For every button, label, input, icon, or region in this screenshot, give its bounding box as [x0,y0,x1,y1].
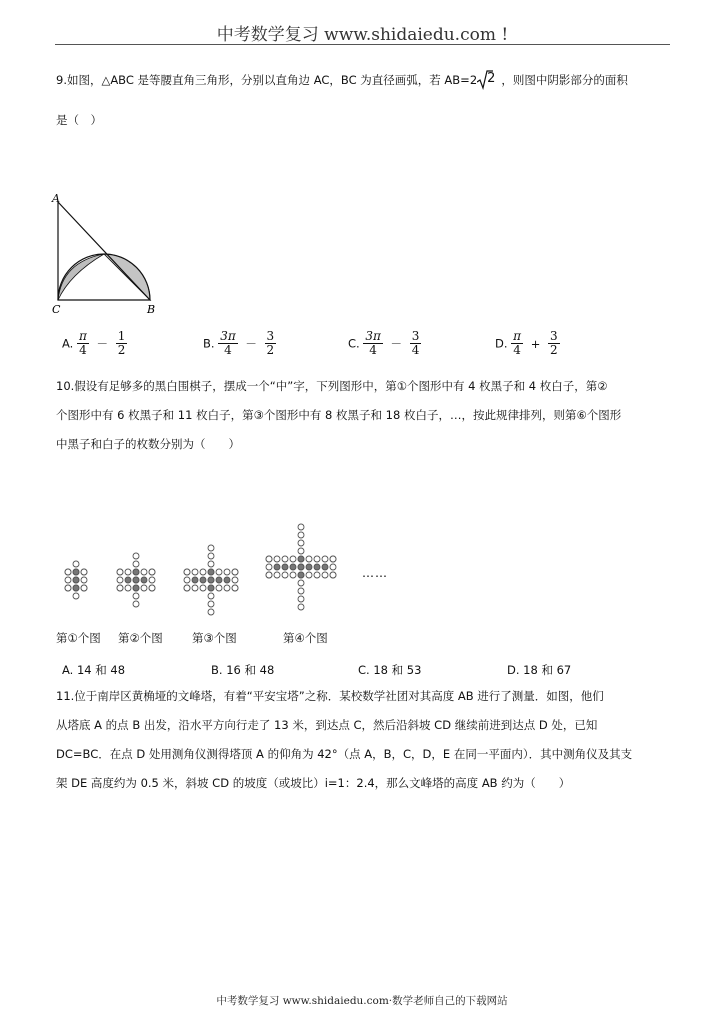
white-stone [298,596,304,602]
white-stone [184,569,190,575]
white-stone [184,585,190,591]
q10-ellipsis: …… [362,566,388,580]
q9-radicand: 2 [487,70,496,86]
black-stone [200,577,206,583]
white-stone [208,601,214,607]
white-stone [266,572,272,578]
white-stone [208,553,214,559]
white-stone [133,593,139,599]
black-stone [192,577,198,583]
white-stone [306,556,312,562]
white-stone [149,569,155,575]
q9-line1 [56,70,628,91]
white-stone [133,553,139,559]
white-stone [232,585,238,591]
white-stone [306,572,312,578]
black-stone [274,564,280,570]
white-stone [282,556,288,562]
white-stone [208,545,214,551]
white-stone [330,556,336,562]
white-stone [200,585,206,591]
white-stone [266,556,272,562]
black-stone [306,564,312,570]
black-stone [298,572,304,578]
white-stone [298,588,304,594]
white-stone [81,577,87,583]
q10-option-b[interactable]: B. 16 和 48 [211,663,275,677]
white-stone [81,569,87,575]
header-divider [55,44,670,45]
black-stone [290,564,296,570]
white-stone [216,569,222,575]
white-stone [208,609,214,615]
black-stone [125,577,131,583]
white-stone [65,569,71,575]
white-stone [290,572,296,578]
q9-option-c[interactable]: C. $\frac{3\pi}{4}$ － $\frac{3}{4}$ [348,329,420,357]
q10-option-d[interactable]: D. 18 和 67 [507,663,572,677]
white-stone [330,564,336,570]
white-stone [192,569,198,575]
black-stone [298,556,304,562]
white-stone [290,556,296,562]
white-stone [117,569,123,575]
white-stone [314,572,320,578]
white-stone [200,569,206,575]
q10-caption-1: 第①个图 [56,631,101,645]
white-stone [282,572,288,578]
q10-caption-2: 第②个图 [118,631,163,645]
black-stone [216,577,222,583]
q10-option-a[interactable]: A. 14 和 48 [62,663,126,677]
white-stone [298,548,304,554]
page-footer: 中考数学复习 www.shidaiedu.com·数学老师自己的下载网站 [216,995,508,1007]
q9-option-b[interactable]: B. $\frac{3\pi}{4}$ － $\frac{3}{2}$ [203,329,275,357]
white-stone [322,556,328,562]
black-stone [133,577,139,583]
white-stone [298,580,304,586]
label-b: B [147,303,156,316]
q9-figure [50,192,170,322]
black-stone [224,577,230,583]
q11-line3: DC=BC．在点 D 处用测角仪测得塔顶 A 的仰角为 42°（点 A，B，C，D，E 在同一平面内）．其中测角仪及其支 [56,747,633,761]
white-stone [117,577,123,583]
q10-option-c[interactable]: C. 18 和 53 [358,663,422,677]
white-stone [322,572,328,578]
black-stone [208,577,214,583]
page-header: 中考数学复习 www.shidaiedu.com ! [216,25,509,45]
label-a: A [52,192,60,205]
white-stone [232,569,238,575]
black-stone [133,569,139,575]
q9-option-a[interactable]: A. $\frac{\pi}{4}$ － $\frac{1}{2}$ [62,329,126,357]
white-stone [73,593,79,599]
white-stone [224,585,230,591]
white-stone [133,561,139,567]
white-stone [149,577,155,583]
q10-caption-4: 第④个图 [283,631,328,645]
white-stone [192,585,198,591]
black-stone [73,569,79,575]
q9-line2: 是（ ） [56,113,102,127]
white-stone [141,585,147,591]
label-c: C [52,303,61,316]
white-stone [232,577,238,583]
q11-line2: 从塔底 A 的点 B 出发，沿水平方向行走了 13 米，到达点 C，然后沿斜坡 CD 继续前进到达点 D 处，已知 [56,718,598,732]
white-stone [208,561,214,567]
white-stone [298,540,304,546]
white-stone [73,561,79,567]
shaded-region [58,254,150,300]
black-stone [133,585,139,591]
black-stone [208,585,214,591]
white-stone [125,585,131,591]
white-stone [224,569,230,575]
white-stone [274,556,280,562]
black-stone [208,569,214,575]
white-stone [81,585,87,591]
white-stone [149,585,155,591]
white-stone [216,585,222,591]
white-stone [117,585,123,591]
white-stone [133,601,139,607]
black-stone [73,577,79,583]
black-stone [298,564,304,570]
black-stone [282,564,288,570]
q10-line3: 中黑子和白子的枚数分别为（ ） [56,437,240,451]
q9-line1-prefix: 9.如图，△ABC 是等腰直角三角形，分别以直角边 AC，BC 为直径画弧，若 AB=2 [56,73,478,87]
white-stone [314,556,320,562]
white-stone [298,532,304,538]
q11-line1: 11.位于南岸区黄桷垭的文峰塔，有着“平安宝塔”之称．某校数学社团对其高度 AB 进行了测量．如图，他们 [56,689,604,703]
q9-option-d[interactable]: D. $\frac{\pi}{4}$ + $\frac{3}{2}$ [495,329,558,357]
white-stone [125,569,131,575]
white-stone [184,577,190,583]
black-stone [322,564,328,570]
black-stone [141,577,147,583]
black-stone [314,564,320,570]
white-stone [65,585,71,591]
black-stone [73,585,79,591]
white-stone [266,564,272,570]
q9-line1-suffix: ，则图中阴影部分的面积 [501,73,628,87]
white-stone [330,572,336,578]
triangle-abc [58,202,150,300]
white-stone [141,569,147,575]
q10-caption-3: 第③个图 [192,631,237,645]
white-stone [298,604,304,610]
q10-line2: 个图形中有 6 枚黑子和 11 枚白子，第③个图形中有 8 枚黑子和 18 枚白子，…，按此规律排列，则第⑥个图形 [56,408,622,422]
q9-sqrt [477,70,501,91]
white-stone [208,593,214,599]
white-stone [298,524,304,530]
white-stone [274,572,280,578]
q11-line4: 架 DE 高度约为 0.5 米，斜坡 CD 的坡度（或坡比）i=1：2.4，那么文峰塔的高度 AB 约为（ ） [56,776,571,790]
q10-line1: 10.假设有足够多的黑白围棋子，摆成一个“中”字，下列图形中，第①个图形中有 4 枚黑子和 4 枚白子，第② [56,379,608,393]
white-stone [65,577,71,583]
